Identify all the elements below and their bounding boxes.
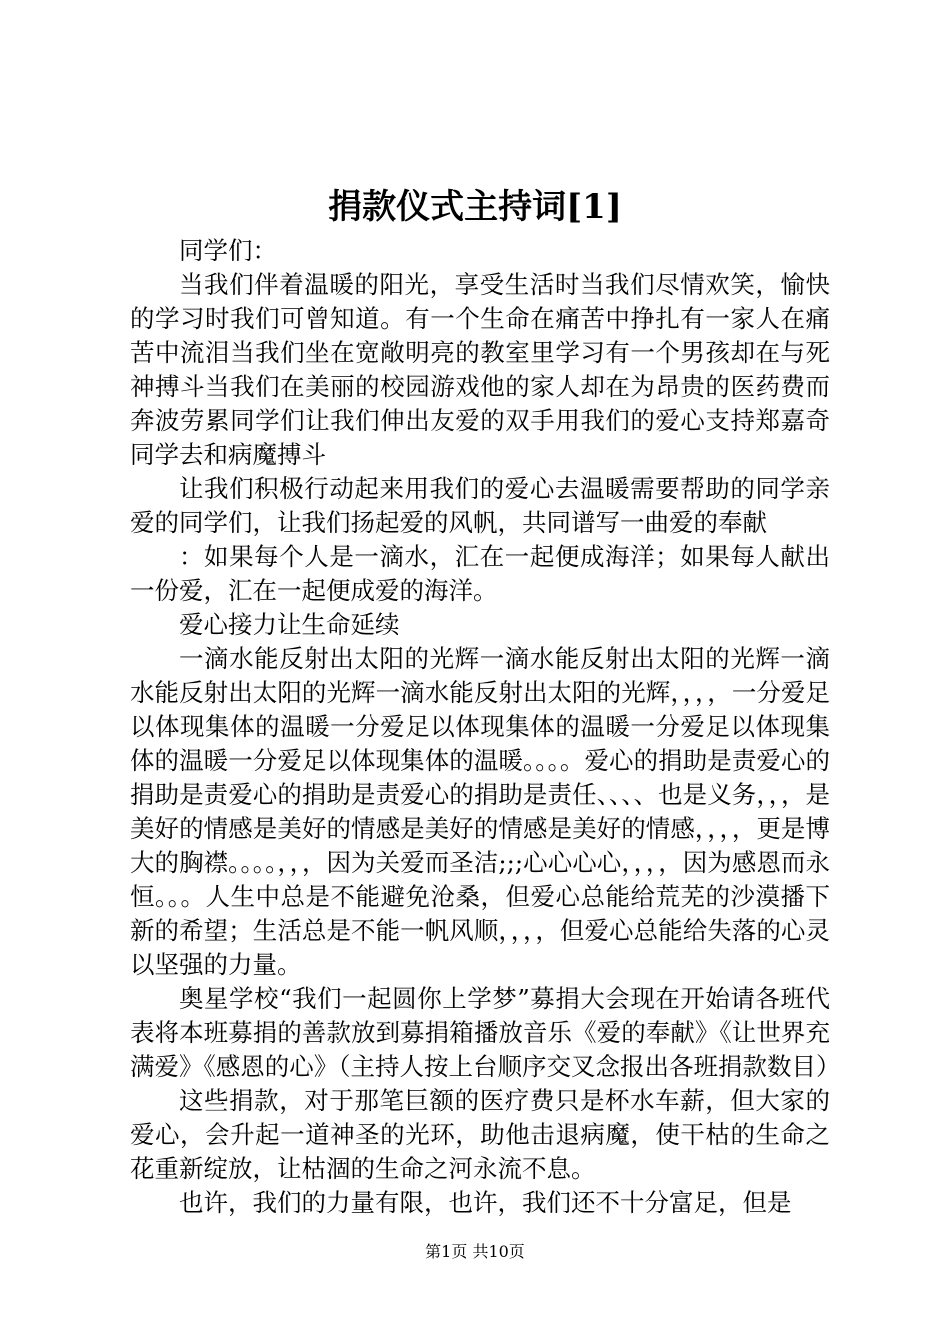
body-paragraph: ：如果每个人是一滴水，汇在一起便成海洋；如果每人献出一份爱，汇在一起便成爱的海洋。	[130, 542, 830, 605]
body-paragraph: 奥星学校“我们一起圆你上学梦”募捐大会现在开始请各班代表将本班募捐的善款放到募捐箱播放音乐《爱的奉献》《让世界充满爱》《感恩的心》（主持人按上台顺序交叉念报出各班捐款数目）	[130, 984, 841, 1081]
document-title: 捐款仪式主持词[1]	[328, 187, 622, 227]
body-paragraph: 当我们伴着温暖的阳光，享受生活时当我们尽情欢笑，愉快的学习时我们可曾知道。有一个生命在痛苦中挣扎有一家人在痛苦中流泪当我们坐在宽敞明亮的教室里学习有一个男孩却在与死神搏斗当我们在美丽的校园游戏他的家人却在为昂贵的医药费而奔波劳累同学们让我们伸出友爱的双手用我们的爱心支持郑嘉奇同学去和病魔搏斗	[130, 270, 830, 469]
salutation-paragraph: 同学们：	[179, 236, 277, 265]
section-heading-paragraph: 爱心接力让生命延续	[179, 610, 400, 639]
body-paragraph: 也许，我们的力量有限，也许，我们还不十分富足，但是	[179, 1188, 792, 1217]
body-paragraph: 让我们积极行动起来用我们的爱心去温暖需要帮助的同学亲爱的同学们，让我们扬起爱的风帆，共同谱写一曲爱的奉献	[130, 474, 830, 537]
body-paragraph: 这些捐款，对于那笔巨额的医疗费只是杯水车薪，但大家的爱心，会升起一道神圣的光环，助他击退病魔，使干枯的生命之花重新绽放，让枯涸的生命之河永流不息。	[130, 1086, 830, 1183]
document-body	[130, 234, 841, 1220]
body-paragraph: 一滴水能反射出太阳的光辉一滴水能反射出太阳的光辉一滴水能反射出太阳的光辉一滴水能反射出太阳的光辉，，，，一分爱足以体现集体的温暖一分爱足以体现集体的温暖一分爱足以体现集体的温暖一分爱足以体现集体的温暖。。。。爱心的捐助是责爱心的捐助是责爱心的捐助是责爱心的捐助是责任、、、、也是义务，，，是美好的情感是美好的情感是美好的情感是美好的情感，，，，更是博大的胸襟。。。。，，，因为关爱而圣洁;;;心心心心，，，，因为感恩而永恒。。。人生中总是不能避免沧桑，但爱心总能给荒芜的沙漠播下新的希望；生活总是不能一帆风顺，，，，但爱心总能给失落的心灵以坚强的力量。	[130, 644, 830, 979]
page-number-footer: 第1页 共10页	[425, 1242, 525, 1261]
